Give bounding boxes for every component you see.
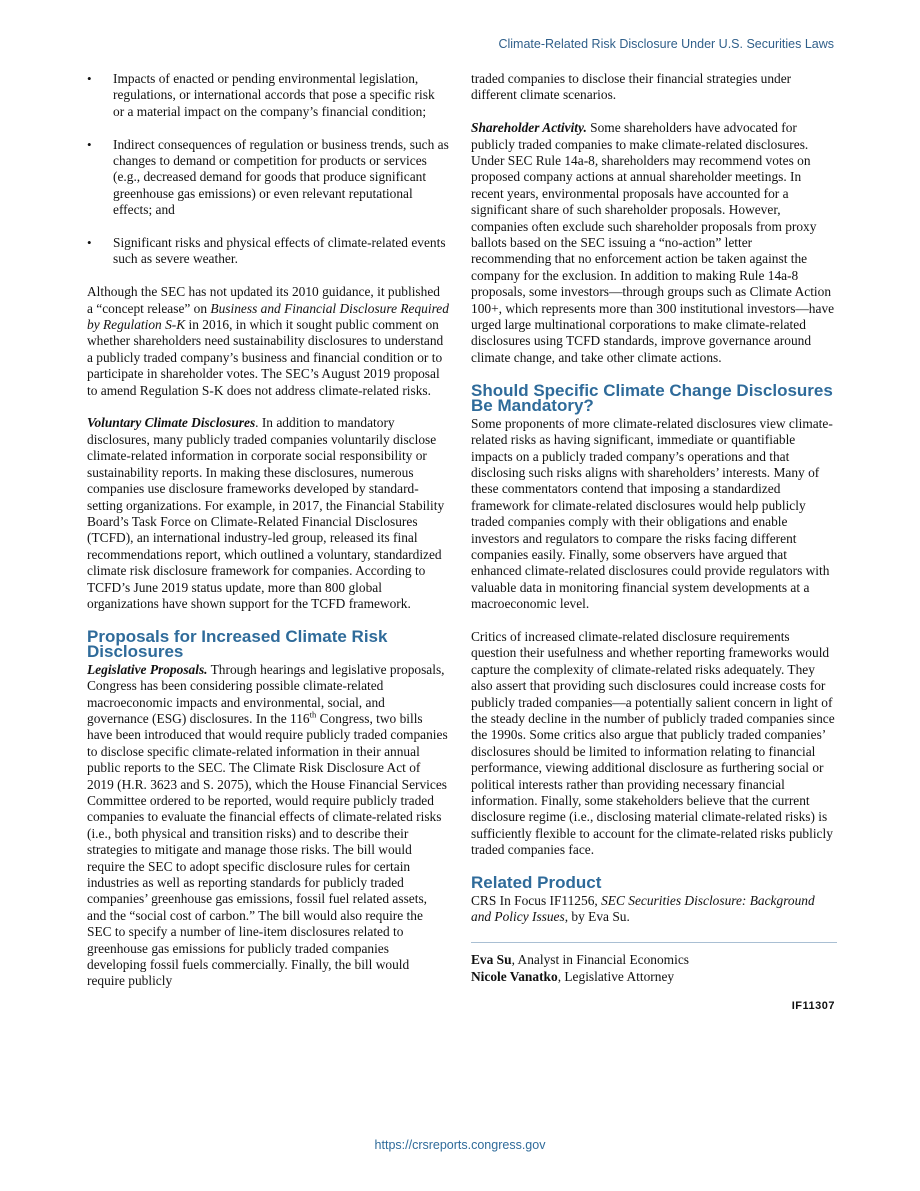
related-product-paragraph bbox=[471, 893, 835, 926]
shareholder-paragraph bbox=[471, 120, 835, 366]
legislative-paragraph bbox=[87, 662, 449, 990]
mandatory-heading: Should Specific Climate Change Disclosures Be Mandatory? bbox=[471, 380, 833, 416]
voluntary-paragraph bbox=[87, 415, 449, 612]
voluntary-lead: Voluntary Climate Disclosures bbox=[87, 415, 256, 431]
regulation-title: Business and Financial Disclosure Required by Regulation S-K bbox=[87, 300, 449, 333]
list-item: • Impacts of enacted or pending environmental legislation, regulations, or international accords that pose a specific risk or a material impact on the company’s financial condition; bbox=[87, 71, 449, 120]
document-id: IF11307 bbox=[791, 999, 835, 1012]
critics-paragraph: Critics of increased climate-related disclosure requirements question their usefulness and whether reporting frameworks would capture the complexity of climate-related risks adequately. They also assert that providing such disclosures could increase costs for publicly traded companies—a potentially salient concern in light of the steady decline in the number of publicly traded companies since the 1990s. Some critics also argue that publicly traded companies’ disclosures should be limited to information relating to financial performance, viewing additional disclosure as furthering social or political interests rather than providing necessary financial information. Finally, some stakeholders believe that the current disclosure regime (i.e., disclosing material climate-related risks) is sufficiently flexible to account for the climate-related risks publicly traded companies face. bbox=[471, 628, 835, 858]
list-item: • Significant risks and physical effects of climate-related events such as severe weather. bbox=[87, 235, 449, 268]
proponents-paragraph: Some proponents of more climate-related disclosures view climate-related risks as having significant, immediate or quantifiable impacts on a publicly traded company’s operations and that disclosing such risks aligns with shareholders’ interests. Many of these commentators contend that imposing a standardized framework for climate-related disclosures would help publicly traded companies comply with their obligations and enable investors and regulators to compare the risks facing different companies easily. Finally, some observers have argued that enhanced climate-related disclosures could provide regulators with valuable data in monitoring financial system developments at a macroeconomic level. bbox=[471, 415, 833, 612]
legislative-text-1: Through hearings and legislative proposals, Congress has been considering possible climate-related macroeconomic impacts and environmental, social, and governance (ESG) disclosures. In the 116 bbox=[87, 661, 445, 726]
related-prefix: CRS In Focus IF11256, bbox=[471, 892, 602, 908]
shareholder-text: Some shareholders have advocated for publicly traded companies to make climate-related disclosures. Under SEC Rule 14a-8, shareholders may recommend votes on proposed company actions at annual shareholder meetings. In recent years, environmental proposals have accounted for a significant share of such shareholder proposals. However, companies often exclude such shareholder proposals from proxy ballots based on the SEC issuing a “no-action” letter recommending that no enforcement action be taken against the company for the exclusion. In addition to making Rule 14a-8 proposals, some investors—through groups such as Climate Action 100+, which represents more than 300 institutional investors—have urged large multinational corporations to make climate-related disclosures using TCFD standards, improve governance around climate change, and take other climate actions. bbox=[471, 120, 835, 365]
running-header: Climate-Related Risk Disclosure Under U.S. Securities Laws bbox=[498, 37, 834, 51]
author-role: , Analyst in Financial Economics bbox=[511, 951, 689, 967]
author-line bbox=[471, 969, 835, 985]
legislative-lead: Legislative Proposals. bbox=[87, 661, 208, 677]
right-column bbox=[471, 71, 835, 1014]
voluntary-text: . In addition to mandatory disclosures, many publicly traded companies voluntarily disclose climate-related information in corporate social responsibility or sustainability reports. In making these disclosures, numerous companies use disclosure frameworks developed by standard-setting organizations. For example, in 2017, the Financial Stability Board’s Task Force on Climate-Related Financial Disclosures (TCFD), an international industry-led group, released its final recommendations report, which outlined a voluntary, standardized climate risk disclosure framework for companies. According to TCFD’s June 2019 status update, more than 800 global organizations have shown support for the TCFD framework. bbox=[87, 415, 445, 611]
legislative-text-2: Congress, two bills have been introduced that would require publicly traded companies to disclose specific climate-related information in their annual public reports to the SEC. The Climate Risk Disclosure Act of 2019 (H.R. 3623 and S. 2075), which the House Financial Services Committee ordered to be reported, would require publicly traded companies to evaluate the financial effects of climate-related risks (i.e., both physical and transition risks) and to describe their strategies to mitigate and manage those risks. The bill would require the SEC to adopt specific disclosure rules for certain industries as well as reporting standards for publicly traded companies’ greenhouse gas emissions, fossil fuel related assets, and the “social cost of carbon.” The bill would also require the SEC to specify a number of line-item disclosures related to greenhouse gas emissions for publicly traded companies developing fossil fuels commercially. Finally, the bill would require publicly bbox=[87, 710, 448, 989]
author-block bbox=[471, 952, 835, 986]
author-line bbox=[471, 952, 835, 968]
ordinal-suffix: th bbox=[309, 709, 317, 720]
author-role: , Legislative Attorney bbox=[557, 969, 675, 985]
shareholder-lead: Shareholder Activity. bbox=[471, 120, 587, 136]
related-suffix: , by Eva Su. bbox=[564, 908, 630, 924]
concept-release-paragraph bbox=[87, 284, 449, 399]
list-item: • Indirect consequences of regulation or business trends, such as changes to demand or competition for products or services (e.g., decreased demand for goods that produce significant greenhouse gas emissions) or even relevant reputational effects; and bbox=[87, 137, 449, 219]
proposals-heading: Proposals for Increased Climate Risk Disclosures bbox=[87, 626, 388, 662]
author-name: Nicole Vanatko bbox=[471, 969, 558, 985]
concept-text-2: in 2016, in which it sought public comment on whether shareholders need sustainability disclosures to understand a publicly traded company’s business and financial condition or to participate in shareholder votes. The SEC’s August 2019 proposal to amend Regulation S-K does not address climate-related risks. bbox=[87, 317, 444, 398]
disclosure-bullet-list bbox=[87, 71, 449, 268]
concept-text-1: Although the SEC has not updated its 2010 guidance, it published a “concept release” on bbox=[87, 284, 440, 316]
left-column bbox=[87, 71, 449, 1006]
footer-url-link[interactable]: https://crsreports.congress.gov bbox=[374, 1138, 546, 1152]
author-divider bbox=[471, 942, 837, 943]
continuation-paragraph: traded companies to disclose their financial strategies under different climate scenarios. bbox=[471, 71, 792, 103]
author-name: Eva Su bbox=[471, 951, 512, 967]
related-product-heading: Related Product bbox=[471, 873, 602, 893]
related-title: SEC Securities Disclosure: Background and Policy Issues bbox=[471, 892, 815, 924]
